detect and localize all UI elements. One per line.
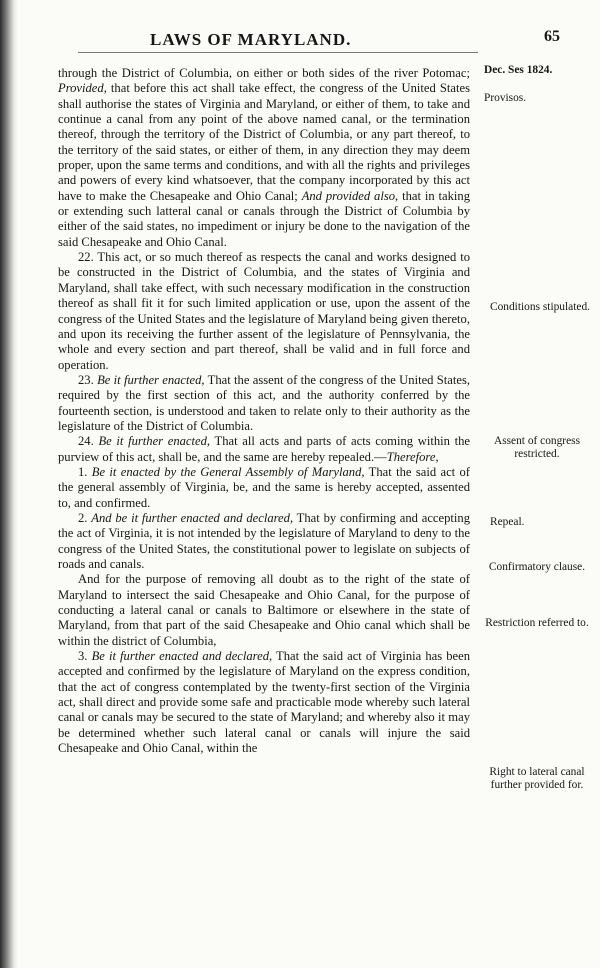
- text-run: through the District of Columbia, on either or both sides of the river Potomac;: [58, 66, 470, 80]
- paragraph-proviso: [58, 66, 470, 250]
- margin-note-confirmatory: Confirmatory clause.: [488, 561, 586, 573]
- margin-note-provisos: Provisos.: [484, 92, 527, 104]
- section-number: 2.: [78, 510, 92, 525]
- section-1: [58, 465, 470, 511]
- body-text: [58, 66, 470, 756]
- section-22: [58, 250, 470, 373]
- margin-note-restriction: Restriction referred to.: [485, 617, 589, 629]
- section-number: 1.: [78, 464, 92, 479]
- text-run: That all acts and parts of acts coming within the purview of this act, shall be, and the same are hereby repealed.—: [58, 434, 470, 464]
- running-head: LAWS OF MARYLAND.: [150, 30, 352, 49]
- margin-note-repeal: Repeal.: [490, 516, 525, 528]
- margin-note-right: Right to lateral canal further provided for.: [489, 766, 585, 791]
- text-run: That by confirming and accepting the act of Virginia, it is not intended by the legislature of Maryland to deny to the congress of the United States, the constitutional power to legislate on subjects of roads and canals.: [58, 510, 470, 571]
- italic-run: Therefore,: [386, 449, 439, 464]
- paragraph-removing-doubt: [58, 572, 470, 649]
- header-rule: [78, 52, 478, 53]
- italic-run: And be it further enacted and declared,: [91, 510, 294, 525]
- margin-note-conditions: Conditions stipulated.: [490, 301, 590, 313]
- margin-note-assent: Assent of congress restricted.: [493, 435, 581, 460]
- page-binding-shadow: [0, 0, 18, 968]
- text-run: That the said act of the general assembly of Virginia, be, and the same is hereby accepted, assented to, and confirmed.: [58, 464, 470, 510]
- section-23: [58, 373, 470, 434]
- section-2: [58, 511, 470, 572]
- italic-run: Provided,: [58, 81, 107, 96]
- italic-run: Be it enacted by the General Assembly of Maryland,: [91, 464, 365, 479]
- page-header: [60, 30, 560, 52]
- italic-run: Be it further enacted,: [98, 434, 211, 449]
- section-3: [58, 649, 470, 756]
- text-run: that before this act shall take effect, the congress of the United States shall authorise the states of Virginia and Maryland, or either of them, to take and continue a canal from any point of the above named canal, or the termination thereof, through the territory of the District of Columbia, or any part thereof, to the territory of the said states, or either of them, in any direction they may deem proper, upon the same terms and conditions, and with all the rights and privileges and powers of every kind whatsoever, that the company incorporated by this act have to make the Chesapeake and Ohio Canal;: [58, 81, 470, 203]
- italic-run: Be it further enacted,: [97, 372, 205, 387]
- section-number: 23.: [78, 372, 98, 387]
- page-number: 65: [544, 28, 560, 45]
- section-24: [58, 434, 470, 465]
- section-number: 24.: [78, 434, 99, 449]
- margin-note-session: Dec. Ses 1824.: [484, 64, 553, 76]
- italic-run: And provided also,: [301, 188, 399, 203]
- text-run: 22. This act, or so much thereof as respects the canal and works designed to be constructed in the District of Columbia, and the states of Virginia and Maryland, shall take effect, with such necessary modification in the construction thereof as shall fit it for such limited application or use, upon the assent of the congress of the United States and the legislature of Maryland being given thereto, and upon its receiving the further assent of the legislature of Pennsylvania, the whole and every section and part thereof, shall be valid and in full force and operation.: [58, 250, 470, 372]
- text-run: that in taking or extending such latteral canal or canals through the District of Columbia by either of the said states, no impediment or injury be done to the navigation of the said Chesapeake and Ohio Canal.: [58, 188, 470, 249]
- text-run: That the said act of Virginia has been accepted and confirmed by the legislature of Maryland on the express condition, that the act of congress contemplated by the twenty-first section of the Virginia act, shall direct and provide some safe and practicable mode whereby such lateral canal or canals may be secured to the state of Maryland; and whereby also it may be determined whether such lateral canal or canals will injure the said Chesapeake and Ohio Canal, within the: [58, 649, 471, 756]
- section-number: 3.: [78, 649, 92, 664]
- italic-run: Be it further enacted and declared,: [91, 649, 273, 664]
- text-run: That the assent of the congress of the United States, required by the first section of this act, and the authority conferred by the fourteenth section, is understood and taken to relate only to their authority as the legislature of the District of Columbia.: [58, 372, 470, 433]
- text-run: And for the purpose of removing all doubt as to the right of the state of Maryland to intersect the said Chesapeake and Ohio Canal, for the purpose of conducting a lateral canal or canals to Baltimore or elsewhere in the state of Maryland, from that part of the said Chesapeake and Ohio canal which shall be within the district of Columbia,: [58, 572, 470, 648]
